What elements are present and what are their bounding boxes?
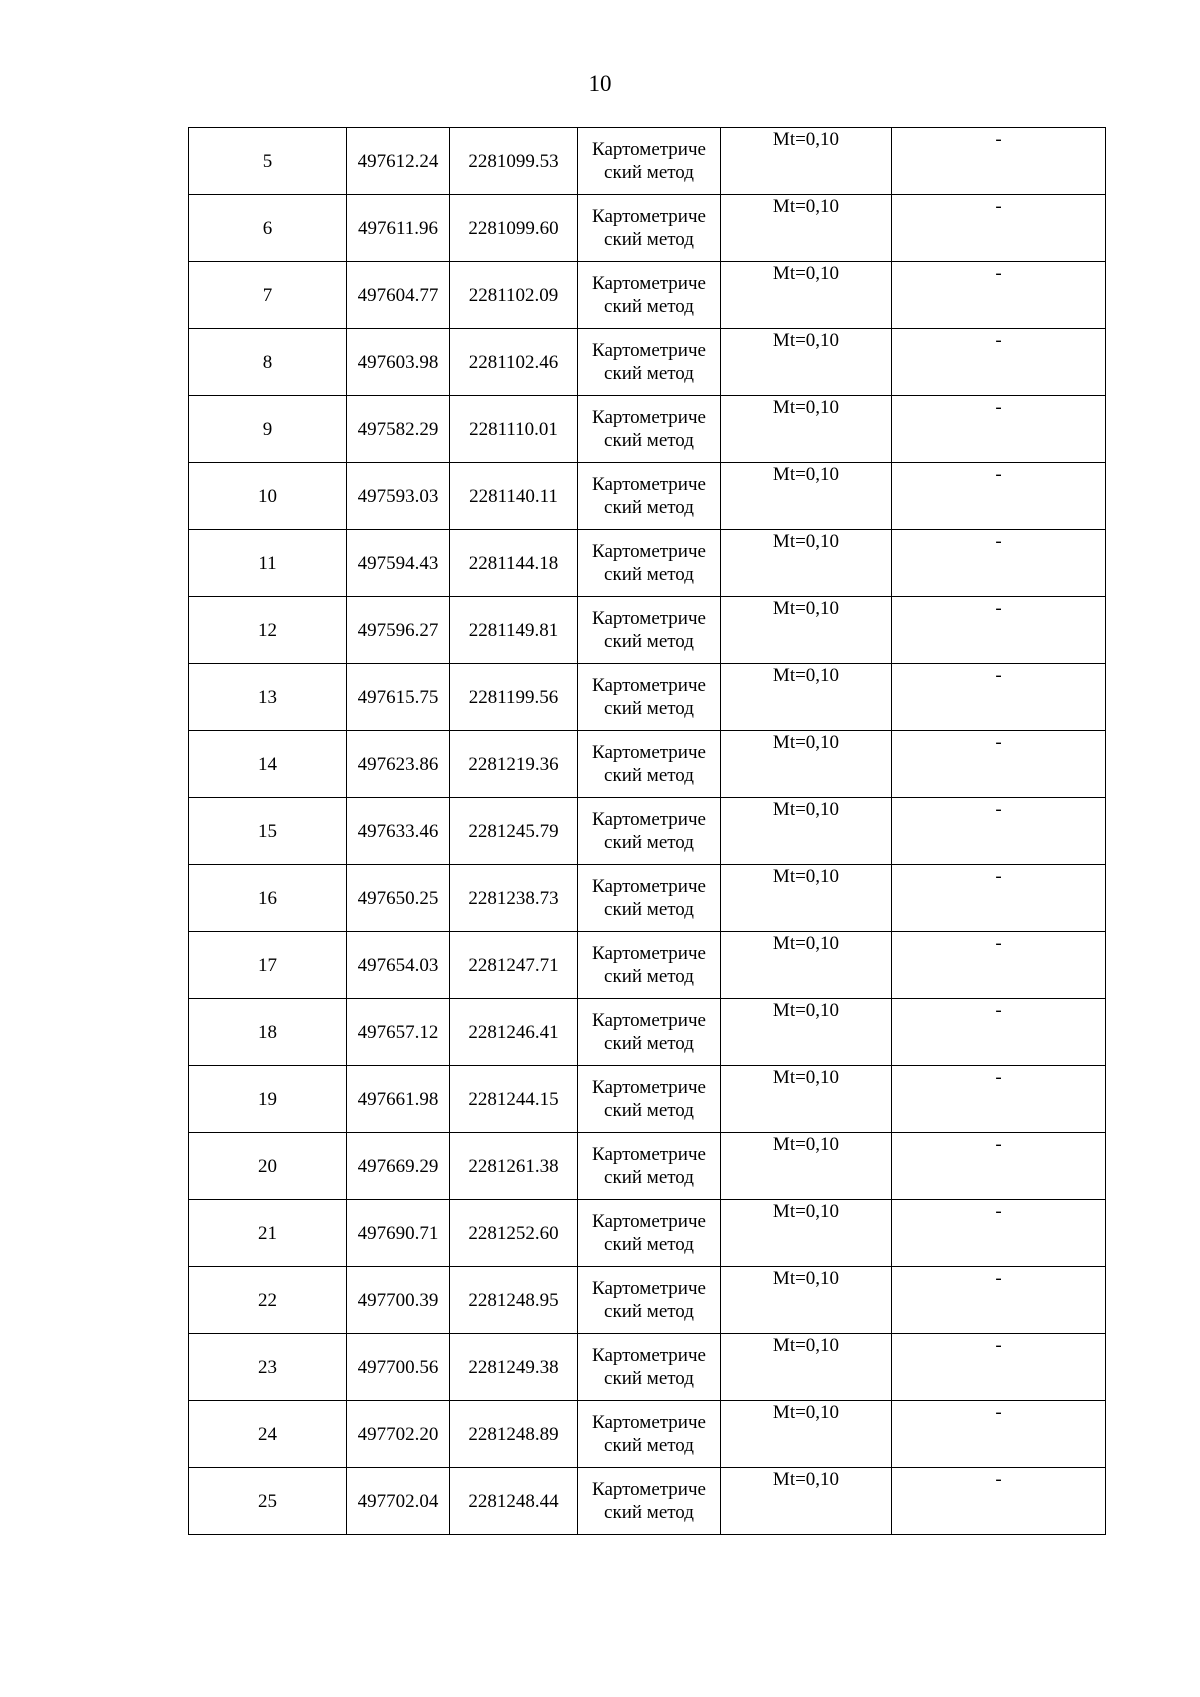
- point-number-cell: 16: [189, 865, 347, 932]
- method-cell: [578, 195, 721, 262]
- description-cell: -: [892, 1267, 1106, 1334]
- description-cell: -: [892, 262, 1106, 329]
- method-text-line-1: Картометриче: [592, 206, 706, 227]
- table-row: [189, 1267, 1106, 1334]
- method-text-line-1: Картометриче: [592, 1211, 706, 1232]
- method-cell: [578, 530, 721, 597]
- accuracy-cell: Mt=0,10: [721, 1200, 892, 1267]
- y-coordinate-cell: 2281248.44: [450, 1468, 578, 1535]
- accuracy-cell: Mt=0,10: [721, 1267, 892, 1334]
- method-text-line-2: ский метод: [604, 899, 694, 920]
- x-coordinate-cell: 497623.86: [347, 731, 450, 798]
- method-text-line-2: ский метод: [604, 1368, 694, 1389]
- table-row: [189, 664, 1106, 731]
- method-text-line-1: Картометриче: [592, 1345, 706, 1366]
- point-number-cell: 24: [189, 1401, 347, 1468]
- y-coordinate-cell: 2281247.71: [450, 932, 578, 999]
- x-coordinate-cell: 497700.56: [347, 1334, 450, 1401]
- x-coordinate-cell: 497594.43: [347, 530, 450, 597]
- table-row: [189, 1066, 1106, 1133]
- description-cell: -: [892, 128, 1106, 195]
- accuracy-cell: Mt=0,10: [721, 530, 892, 597]
- method-text-line-2: ский метод: [604, 631, 694, 652]
- method-text-line-1: Картометриче: [592, 809, 706, 830]
- table-row: [189, 597, 1106, 664]
- description-cell: -: [892, 1200, 1106, 1267]
- method-text-line-2: ский метод: [604, 698, 694, 719]
- x-coordinate-cell: 497661.98: [347, 1066, 450, 1133]
- method-text-line-1: Картометриче: [592, 273, 706, 294]
- method-cell: [578, 1334, 721, 1401]
- method-text-line-1: Картометриче: [592, 541, 706, 562]
- method-text-line-1: Картометриче: [592, 1010, 706, 1031]
- description-cell: -: [892, 1066, 1106, 1133]
- method-text-line-1: Картометриче: [592, 1412, 706, 1433]
- y-coordinate-cell: 2281244.15: [450, 1066, 578, 1133]
- x-coordinate-cell: 497593.03: [347, 463, 450, 530]
- y-coordinate-cell: 2281102.09: [450, 262, 578, 329]
- table-row: [189, 329, 1106, 396]
- method-text-line-2: ский метод: [604, 1435, 694, 1456]
- method-cell: [578, 664, 721, 731]
- description-cell: -: [892, 664, 1106, 731]
- method-text-line-1: Картометриче: [592, 943, 706, 964]
- accuracy-cell: Mt=0,10: [721, 1066, 892, 1133]
- method-cell: [578, 1468, 721, 1535]
- method-text-line-1: Картометриче: [592, 675, 706, 696]
- table-row: [189, 262, 1106, 329]
- method-text-line-1: Картометриче: [592, 876, 706, 897]
- coordinates-table-body: [189, 128, 1106, 1535]
- table-row: [189, 999, 1106, 1066]
- accuracy-cell: Mt=0,10: [721, 865, 892, 932]
- x-coordinate-cell: 497669.29: [347, 1133, 450, 1200]
- method-text-line-2: ский метод: [604, 765, 694, 786]
- method-text-line-2: ский метод: [604, 832, 694, 853]
- method-cell: [578, 1133, 721, 1200]
- table-row: [189, 932, 1106, 999]
- y-coordinate-cell: 2281238.73: [450, 865, 578, 932]
- description-cell: -: [892, 597, 1106, 664]
- method-text-line-2: ский метод: [604, 1502, 694, 1523]
- point-number-cell: 6: [189, 195, 347, 262]
- description-cell: -: [892, 731, 1106, 798]
- accuracy-cell: Mt=0,10: [721, 597, 892, 664]
- accuracy-cell: Mt=0,10: [721, 329, 892, 396]
- method-text-line-1: Картометриче: [592, 1077, 706, 1098]
- table-row: [189, 1401, 1106, 1468]
- method-cell: [578, 597, 721, 664]
- method-cell: [578, 1401, 721, 1468]
- x-coordinate-cell: 497615.75: [347, 664, 450, 731]
- description-cell: -: [892, 999, 1106, 1066]
- method-cell: [578, 1200, 721, 1267]
- x-coordinate-cell: 497633.46: [347, 798, 450, 865]
- point-number-cell: 23: [189, 1334, 347, 1401]
- point-number-cell: 5: [189, 128, 347, 195]
- method-text-line-1: Картометриче: [592, 139, 706, 160]
- y-coordinate-cell: 2281099.60: [450, 195, 578, 262]
- description-cell: -: [892, 1133, 1106, 1200]
- method-text-line-2: ский метод: [604, 430, 694, 451]
- method-text-line-1: Картометриче: [592, 474, 706, 495]
- point-number-cell: 7: [189, 262, 347, 329]
- method-text-line-1: Картометриче: [592, 407, 706, 428]
- table-row: [189, 798, 1106, 865]
- method-text-line-1: Картометриче: [592, 1144, 706, 1165]
- description-cell: -: [892, 329, 1106, 396]
- coordinates-table: [188, 127, 1106, 1535]
- accuracy-cell: Mt=0,10: [721, 463, 892, 530]
- y-coordinate-cell: 2281246.41: [450, 999, 578, 1066]
- method-text-line-2: ский метод: [604, 1100, 694, 1121]
- method-text-line-2: ский метод: [604, 1301, 694, 1322]
- page-number: 10: [588, 71, 612, 96]
- x-coordinate-cell: 497596.27: [347, 597, 450, 664]
- y-coordinate-cell: 2281144.18: [450, 530, 578, 597]
- y-coordinate-cell: 2281252.60: [450, 1200, 578, 1267]
- y-coordinate-cell: 2281248.89: [450, 1401, 578, 1468]
- description-cell: -: [892, 396, 1106, 463]
- y-coordinate-cell: 2281249.38: [450, 1334, 578, 1401]
- point-number-cell: 9: [189, 396, 347, 463]
- method-text-line-2: ский метод: [604, 363, 694, 384]
- table-row: [189, 530, 1106, 597]
- method-text-line-2: ский метод: [604, 1234, 694, 1255]
- point-number-cell: 21: [189, 1200, 347, 1267]
- method-text-line-1: Картометриче: [592, 1278, 706, 1299]
- table-row: [189, 463, 1106, 530]
- method-text-line-2: ский метод: [604, 296, 694, 317]
- y-coordinate-cell: 2281102.46: [450, 329, 578, 396]
- method-text-line-2: ский метод: [604, 229, 694, 250]
- description-cell: -: [892, 1468, 1106, 1535]
- description-cell: -: [892, 1401, 1106, 1468]
- point-number-cell: 12: [189, 597, 347, 664]
- description-cell: -: [892, 932, 1106, 999]
- description-cell: -: [892, 798, 1106, 865]
- method-cell: [578, 1066, 721, 1133]
- table-row: [189, 396, 1106, 463]
- table-row: [189, 195, 1106, 262]
- method-text-line-2: ский метод: [604, 1033, 694, 1054]
- point-number-cell: 10: [189, 463, 347, 530]
- table-row: [189, 1334, 1106, 1401]
- table-row: [189, 731, 1106, 798]
- accuracy-cell: Mt=0,10: [721, 1401, 892, 1468]
- accuracy-cell: Mt=0,10: [721, 932, 892, 999]
- method-cell: [578, 798, 721, 865]
- accuracy-cell: Mt=0,10: [721, 798, 892, 865]
- method-text-line-1: Картометриче: [592, 608, 706, 629]
- method-text-line-2: ский метод: [604, 162, 694, 183]
- x-coordinate-cell: 497700.39: [347, 1267, 450, 1334]
- point-number-cell: 8: [189, 329, 347, 396]
- y-coordinate-cell: 2281248.95: [450, 1267, 578, 1334]
- accuracy-cell: Mt=0,10: [721, 262, 892, 329]
- table-row: [189, 1468, 1106, 1535]
- method-text-line-1: Картометриче: [592, 340, 706, 361]
- x-coordinate-cell: 497650.25: [347, 865, 450, 932]
- y-coordinate-cell: 2281219.36: [450, 731, 578, 798]
- method-cell: [578, 999, 721, 1066]
- accuracy-cell: Mt=0,10: [721, 396, 892, 463]
- table-row: [189, 1200, 1106, 1267]
- point-number-cell: 11: [189, 530, 347, 597]
- accuracy-cell: Mt=0,10: [721, 195, 892, 262]
- accuracy-cell: Mt=0,10: [721, 731, 892, 798]
- x-coordinate-cell: 497612.24: [347, 128, 450, 195]
- method-cell: [578, 463, 721, 530]
- table-row: [189, 865, 1106, 932]
- x-coordinate-cell: 497702.04: [347, 1468, 450, 1535]
- accuracy-cell: Mt=0,10: [721, 1468, 892, 1535]
- method-cell: [578, 865, 721, 932]
- method-cell: [578, 262, 721, 329]
- y-coordinate-cell: 2281245.79: [450, 798, 578, 865]
- method-cell: [578, 731, 721, 798]
- method-cell: [578, 396, 721, 463]
- description-cell: -: [892, 530, 1106, 597]
- description-cell: -: [892, 195, 1106, 262]
- point-number-cell: 14: [189, 731, 347, 798]
- y-coordinate-cell: 2281099.53: [450, 128, 578, 195]
- accuracy-cell: Mt=0,10: [721, 1133, 892, 1200]
- accuracy-cell: Mt=0,10: [721, 128, 892, 195]
- method-cell: [578, 932, 721, 999]
- y-coordinate-cell: 2281261.38: [450, 1133, 578, 1200]
- description-cell: -: [892, 865, 1106, 932]
- point-number-cell: 18: [189, 999, 347, 1066]
- accuracy-cell: Mt=0,10: [721, 1334, 892, 1401]
- accuracy-cell: Mt=0,10: [721, 664, 892, 731]
- point-number-cell: 25: [189, 1468, 347, 1535]
- description-cell: -: [892, 463, 1106, 530]
- accuracy-cell: Mt=0,10: [721, 999, 892, 1066]
- method-text-line-2: ский метод: [604, 966, 694, 987]
- method-text-line-2: ский метод: [604, 1167, 694, 1188]
- method-cell: [578, 329, 721, 396]
- table-row: [189, 1133, 1106, 1200]
- x-coordinate-cell: 497611.96: [347, 195, 450, 262]
- method-cell: [578, 1267, 721, 1334]
- x-coordinate-cell: 497582.29: [347, 396, 450, 463]
- x-coordinate-cell: 497603.98: [347, 329, 450, 396]
- point-number-cell: 17: [189, 932, 347, 999]
- method-text-line-1: Картометриче: [592, 1479, 706, 1500]
- point-number-cell: 22: [189, 1267, 347, 1334]
- method-text-line-2: ский метод: [604, 564, 694, 585]
- y-coordinate-cell: 2281199.56: [450, 664, 578, 731]
- x-coordinate-cell: 497690.71: [347, 1200, 450, 1267]
- x-coordinate-cell: 497657.12: [347, 999, 450, 1066]
- method-text-line-1: Картометриче: [592, 742, 706, 763]
- point-number-cell: 20: [189, 1133, 347, 1200]
- y-coordinate-cell: 2281110.01: [450, 396, 578, 463]
- method-text-line-2: ский метод: [604, 497, 694, 518]
- description-cell: -: [892, 1334, 1106, 1401]
- x-coordinate-cell: 497604.77: [347, 262, 450, 329]
- y-coordinate-cell: 2281140.11: [450, 463, 578, 530]
- point-number-cell: 15: [189, 798, 347, 865]
- x-coordinate-cell: 497702.20: [347, 1401, 450, 1468]
- method-cell: [578, 128, 721, 195]
- y-coordinate-cell: 2281149.81: [450, 597, 578, 664]
- x-coordinate-cell: 497654.03: [347, 932, 450, 999]
- point-number-cell: 19: [189, 1066, 347, 1133]
- table-row: [189, 128, 1106, 195]
- point-number-cell: 13: [189, 664, 347, 731]
